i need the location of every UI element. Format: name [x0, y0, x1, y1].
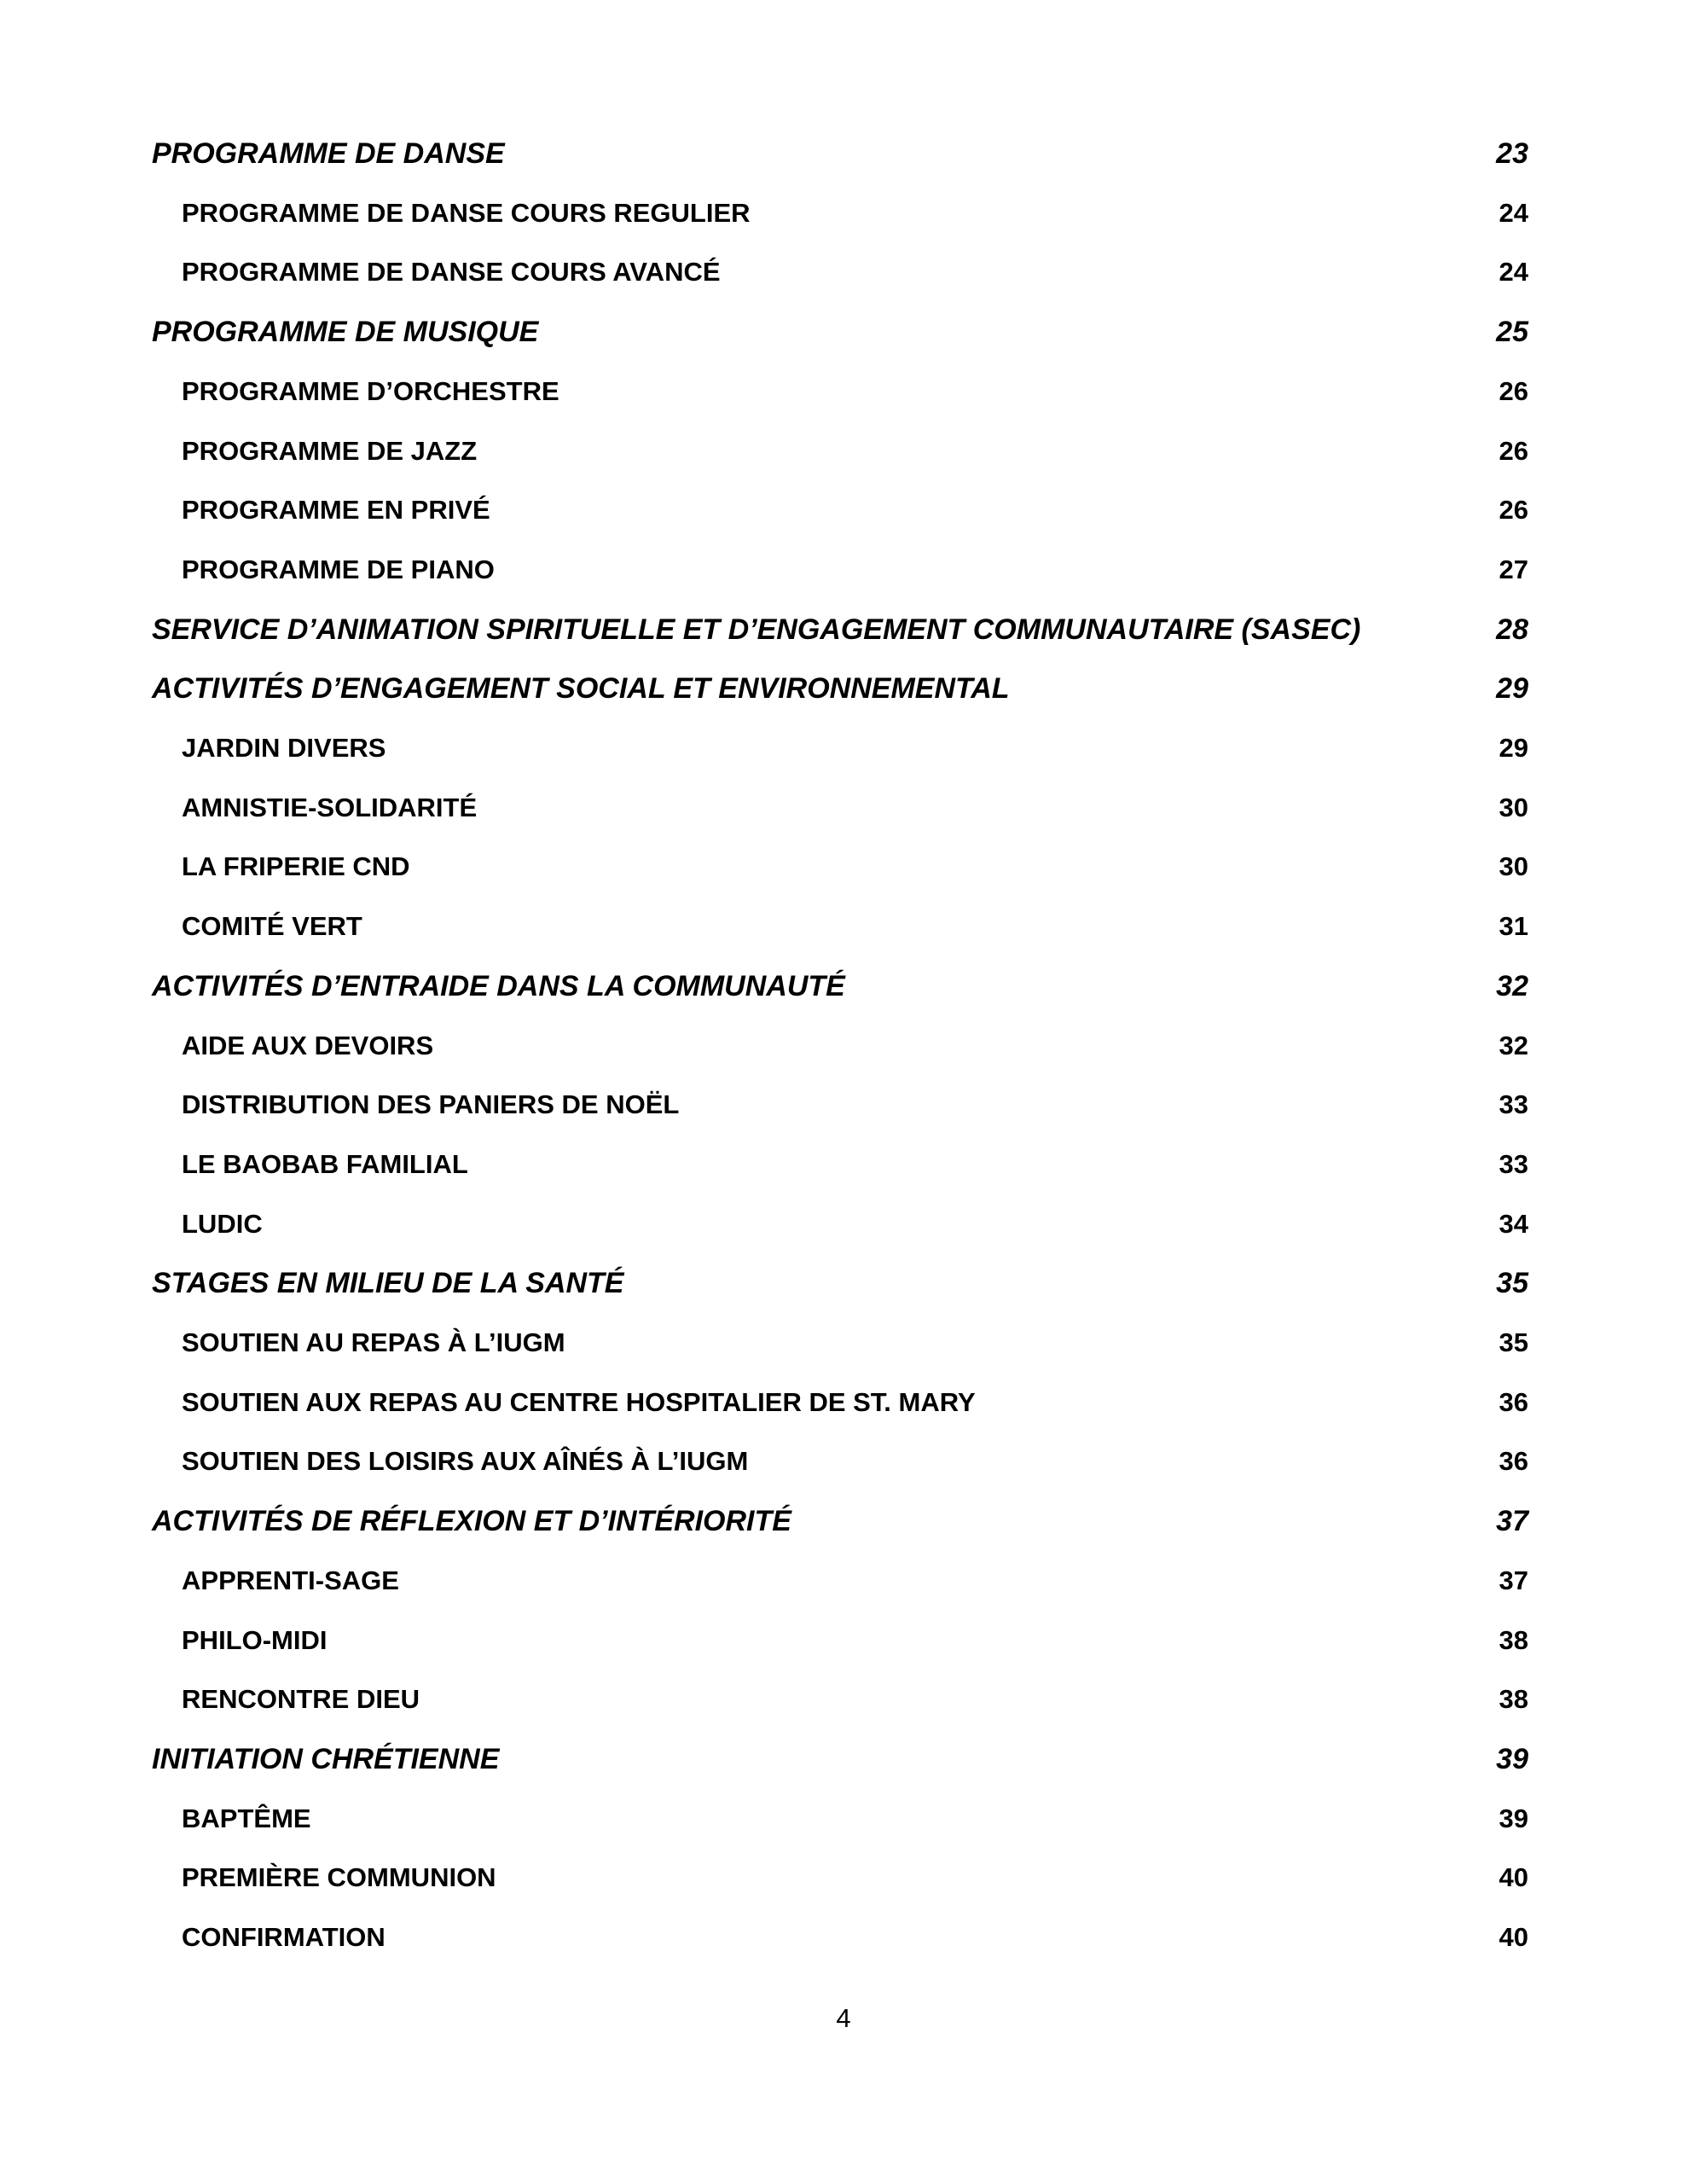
toc-entry-page: 39 [1499, 1804, 1528, 1833]
toc-entry-page: 34 [1499, 1209, 1528, 1239]
toc-entry-page: 26 [1499, 436, 1528, 466]
toc-entry-page: 30 [1499, 851, 1528, 881]
toc-subsection-entry[interactable] [182, 489, 1528, 531]
page-number: 4 [836, 2003, 851, 2033]
toc-entry-title: STAGES EN MILIEU DE LA SANTÉ [152, 1266, 624, 1299]
toc-subsection-entry[interactable] [182, 1203, 1528, 1246]
toc-entry-page: 33 [1499, 1089, 1528, 1119]
toc-subsection-entry[interactable] [182, 549, 1528, 591]
toc-entry-page: 40 [1499, 1862, 1528, 1892]
toc-entry-title: AIDE AUX DEVOIRS [182, 1031, 434, 1060]
toc-subsection-entry[interactable] [182, 1916, 1528, 1959]
toc-subsection-entry[interactable] [182, 727, 1528, 770]
toc-entry-title: PREMIÈRE COMMUNION [182, 1862, 496, 1892]
toc-entry-page: 29 [1496, 671, 1528, 705]
toc-entry-title: SOUTIEN AU REPAS À L’IUGM [182, 1327, 565, 1357]
toc-entry-title: PROGRAMME DE DANSE [152, 136, 505, 170]
toc-entry-page: 23 [1496, 136, 1528, 170]
toc-subsection-entry[interactable] [182, 1321, 1528, 1364]
toc-subsection-entry[interactable] [182, 1143, 1528, 1186]
toc-entry-page: 36 [1499, 1446, 1528, 1476]
toc-entry-page: 35 [1496, 1266, 1528, 1299]
toc-entry-page: 27 [1499, 555, 1528, 584]
toc-entry-page: 28 [1496, 613, 1528, 646]
toc-entry-title: LUDIC [182, 1209, 263, 1239]
toc-entry-title: PROGRAMME D’ORCHESTRE [182, 376, 559, 406]
toc-subsection-entry[interactable] [182, 1678, 1528, 1721]
toc-entry-page: 33 [1499, 1149, 1528, 1179]
toc-entry-title: INITIATION CHRÉTIENNE [152, 1742, 500, 1775]
toc-entry-title: PROGRAMME DE DANSE COURS AVANCÉ [182, 257, 721, 287]
toc-section-entry[interactable] [152, 1738, 1528, 1780]
toc-section-entry[interactable] [152, 311, 1528, 353]
toc-subsection-entry[interactable] [182, 1856, 1528, 1899]
toc-entry-title: LA FRIPERIE CND [182, 851, 410, 881]
toc-section-entry[interactable] [152, 667, 1528, 710]
toc-subsection-entry[interactable] [182, 1381, 1528, 1424]
toc-section-entry[interactable] [152, 1262, 1528, 1304]
toc-entry-page: 40 [1499, 1922, 1528, 1952]
toc-subsection-entry[interactable] [182, 905, 1528, 948]
toc-entry-page: 25 [1496, 315, 1528, 348]
toc-subsection-entry[interactable] [182, 370, 1528, 413]
toc-entry-page: 26 [1499, 376, 1528, 406]
toc-subsection-entry[interactable] [182, 251, 1528, 293]
toc-entry-title: PROGRAMME DE JAZZ [182, 436, 478, 466]
toc-entry-page: 29 [1499, 733, 1528, 763]
toc-entry-title: PROGRAMME DE DANSE COURS REGULIER [182, 198, 751, 228]
toc-entry-page: 31 [1499, 911, 1528, 941]
toc-entry-title: PROGRAMME EN PRIVÉ [182, 495, 490, 525]
toc-entry-title: PROGRAMME DE PIANO [182, 555, 495, 584]
toc-subsection-entry[interactable] [182, 192, 1528, 235]
toc-entry-title: AMNISTIE-SOLIDARITÉ [182, 793, 478, 822]
toc-subsection-entry[interactable] [182, 1440, 1528, 1483]
toc-entry-title: BAPTÊME [182, 1804, 311, 1833]
toc-entry-page: 32 [1499, 1031, 1528, 1060]
toc-entry-page: 36 [1499, 1387, 1528, 1417]
toc-entry-page: 24 [1499, 198, 1528, 228]
toc-entry-title: PHILO-MIDI [182, 1625, 328, 1655]
toc-entry-title: SOUTIEN DES LOISIRS AUX AÎNÉS À L’IUGM [182, 1446, 749, 1476]
toc-entry-title: ACTIVITÉS DE RÉFLEXION ET D’INTÉRIORITÉ [152, 1504, 791, 1537]
toc-entry-title: CONFIRMATION [182, 1922, 386, 1952]
toc-entry-title: SERVICE D’ANIMATION SPIRITUELLE ET D’ENGAGEMENT COMMUNAUTAIRE (SASEC) [152, 613, 1361, 646]
toc-subsection-entry[interactable] [182, 845, 1528, 888]
toc-subsection-entry[interactable] [182, 1560, 1528, 1602]
toc-entry-title: RENCONTRE DIEU [182, 1684, 420, 1714]
toc-subsection-entry[interactable] [182, 430, 1528, 473]
toc-entry-page: 30 [1499, 793, 1528, 822]
toc-entry-title: SOUTIEN AUX REPAS AU CENTRE HOSPITALIER DE ST. MARY [182, 1387, 976, 1417]
toc-entry-page: 37 [1496, 1504, 1528, 1537]
toc-entry-page: 24 [1499, 257, 1528, 287]
toc-section-entry[interactable] [152, 608, 1528, 651]
toc-entry-title: ACTIVITÉS D’ENTRAIDE DANS LA COMMUNAUTÉ [152, 969, 845, 1002]
toc-entry-page: 37 [1499, 1565, 1528, 1595]
toc-entry-page: 38 [1499, 1625, 1528, 1655]
toc-section-entry[interactable] [152, 132, 1528, 175]
toc-entry-page: 32 [1496, 969, 1528, 1002]
toc-section-entry[interactable] [152, 965, 1528, 1008]
toc-entry-page: 39 [1496, 1742, 1528, 1775]
toc-entry-title: COMITÉ VERT [182, 911, 362, 941]
toc-entry-title: ACTIVITÉS D’ENGAGEMENT SOCIAL ET ENVIRONNEMENTAL [152, 671, 1010, 705]
toc-entry-page: 26 [1499, 495, 1528, 525]
toc-entry-title: APPRENTI-SAGE [182, 1565, 399, 1595]
toc-subsection-entry[interactable] [182, 1798, 1528, 1840]
toc-entry-title: DISTRIBUTION DES PANIERS DE NOËL [182, 1089, 680, 1119]
toc-entry-title: LE BAOBAB FAMILIAL [182, 1149, 468, 1179]
toc-entry-page: 38 [1499, 1684, 1528, 1714]
toc-subsection-entry[interactable] [182, 787, 1528, 829]
toc-entry-title: JARDIN DIVERS [182, 733, 386, 763]
toc-subsection-entry[interactable] [182, 1025, 1528, 1067]
toc-subsection-entry[interactable] [182, 1619, 1528, 1662]
toc-section-entry[interactable] [152, 1500, 1528, 1542]
toc-subsection-entry[interactable] [182, 1083, 1528, 1126]
toc-entry-title: PROGRAMME DE MUSIQUE [152, 315, 539, 348]
toc-entry-page: 35 [1499, 1327, 1528, 1357]
